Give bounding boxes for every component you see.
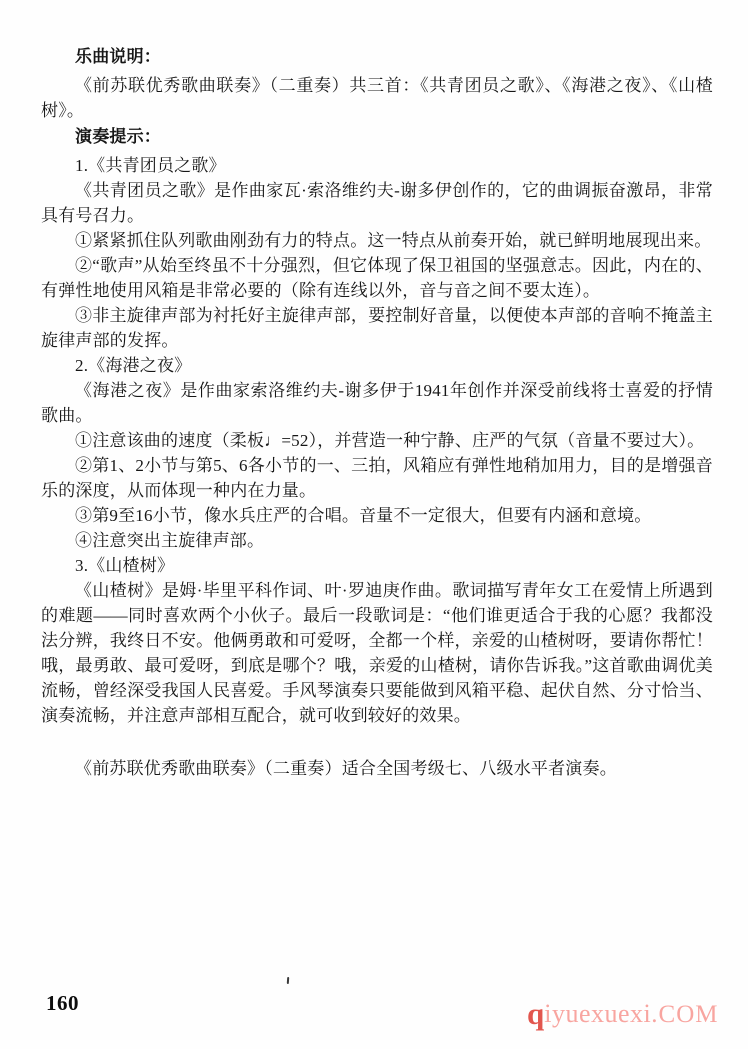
watermark-site-name: iyuexuexi bbox=[544, 999, 652, 1028]
music-notes-text-block bbox=[41, 43, 713, 781]
paragraph-song-2-intro: 《海港之夜》是作曲家索洛维约夫-谢多伊于1941年创作并深受前线将士喜爱的抒情歌曲。 bbox=[41, 381, 713, 425]
paragraph-song-1-intro: 《共青团员之歌》是作曲家瓦·索洛维约夫-谢多伊创作的，它的曲调振奋激昂，非常具有号召力。 bbox=[41, 181, 713, 225]
paragraph-song-2-tip-3: ③第9至16小节，像水兵庄严的合唱。音量不一定很大，但要有内涵和意境。 bbox=[75, 506, 652, 525]
paragraph-song-1-tip-3: ③非主旋律声部为衬托好主旋律声部，要控制好音量，以便使本声部的音响不掩盖主旋律声部的发挥。 bbox=[41, 306, 713, 350]
paragraph-song-2-tip-1: ①注意该曲的速度（柔板♩=52），并营造一种宁静、庄严的气氛（音量不要过大）。 bbox=[75, 431, 705, 450]
subheading-song-2: 2.《海港之夜》 bbox=[75, 356, 192, 375]
subheading-song-3: 3.《山楂树》 bbox=[75, 556, 175, 575]
site-watermark bbox=[527, 996, 719, 1032]
watermark-initial-letter: q bbox=[527, 996, 545, 1031]
paragraph-song-2-tip-2: ②第1、2小节与第5、6各小节的一、三拍，风箱应有弹性地稍加用力，目的是增强音乐的深度，从而体现一种内在力量。 bbox=[41, 456, 713, 500]
section-heading-music-explanation: 乐曲说明： bbox=[75, 47, 161, 66]
scan-artifact-speck bbox=[287, 977, 289, 984]
paragraph-song-3-intro: 《山楂树》是姆·毕里平科作词、叶·罗迪庚作曲。歌词描写青年女工在爱情上所遇到的难题——同时喜欢两个小伙子。最后一段歌词是：“他们谁更适合于我的心愿？我都没法分辨，我终日不安。他俩勇敢和可爱呀，全都一个样，亲爱的山楂树呀，要请你帮忙！哦，最勇敢、最可爱呀，到底是哪个？哦，亲爱的山楂树，请你告诉我。”这首歌曲调优美流畅，曾经深受我国人民喜爱。手风琴演奏只要能做到风箱平稳、起伏自然、分寸恰当、演奏流畅，并注意声部相互配合，就可收到较好的效果。 bbox=[41, 581, 713, 725]
section-heading-performance-tips: 演奏提示： bbox=[75, 127, 161, 146]
paragraph-song-1-tip-2: ②“歌声”从始至终虽不十分强烈，但它体现了保卫祖国的坚强意志。因此，内在的、有弹性地使用风箱是非常必要的（除有连线以外，音与音之间不要太连）。 bbox=[41, 256, 713, 300]
paragraph-song-1-tip-1: ①紧紧抓住队列歌曲刚劲有力的特点。这一特点从前奏开始，就已鲜明地展现出来。 bbox=[75, 231, 712, 250]
watermark-domain-suffix: .COM bbox=[651, 1001, 719, 1028]
paragraph-grade-level-note: 《前苏联优秀歌曲联奏》（二重奏）适合全国考级七、八级水平者演奏。 bbox=[75, 759, 617, 778]
subheading-song-1: 1.《共青团员之歌》 bbox=[75, 156, 226, 175]
paragraph-song-2-tip-4: ④注意突出主旋律声部。 bbox=[75, 531, 265, 550]
paragraph-medley-intro: 《前苏联优秀歌曲联奏》（二重奏）共三首：《共青团员之歌》、《海港之夜》、《山楂树》。 bbox=[41, 76, 713, 120]
page-number: 160 bbox=[46, 991, 79, 1015]
